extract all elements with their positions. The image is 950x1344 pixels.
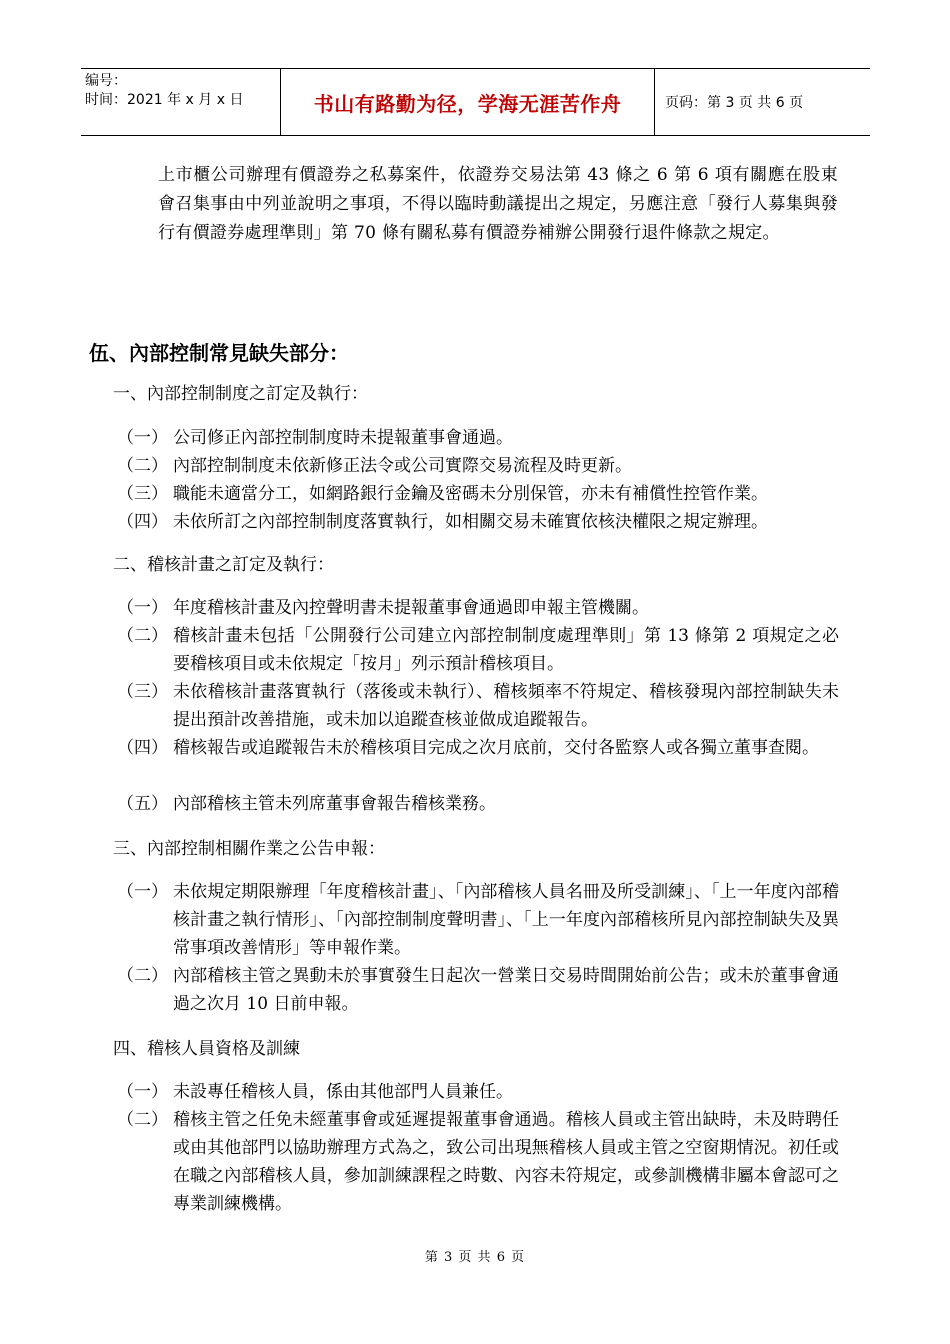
- list-item: [117, 452, 839, 480]
- list-item: [117, 790, 839, 818]
- list-item-text: 未設專任稽核人員，係由其他部門人員兼任。: [173, 1082, 513, 1102]
- list-item-text: 稽核計畫未包括「公開發行公司建立內部控制制度處理準則」第 13 條第 2 項規定之必要稽核項目或未依規定「按月」列示預計稽核項目。: [173, 626, 839, 674]
- list-item-number: （五）: [117, 794, 168, 814]
- list-item: [117, 1078, 839, 1106]
- list-item: [117, 480, 839, 508]
- subsection-title: 一、內部控制制度之訂定及執行：: [113, 384, 368, 404]
- list-item-text: 年度稽核計畫及內控聲明書未提報董事會通過即申報主管機關。: [173, 598, 649, 618]
- subsection-title: 二、稽核計畫之訂定及執行：: [113, 555, 334, 575]
- list-item-text: 內部稽核主管未列席董事會報告稽核業務。: [173, 794, 496, 814]
- list-item-number: （一）: [117, 882, 168, 902]
- list-item: [117, 878, 839, 962]
- intro-paragraph: 上市櫃公司辦理有價證券之私募案件，依證券交易法第 43 條之 6 第 6 項有關應在股東會召集事由中列並說明之事項，不得以臨時動議提出之規定，另應注意「發行人募集與發行有價證券處理準則」第 70 條有關私募有價證券補辦公開發行退件條款之規定。: [158, 165, 838, 243]
- list-item-number: （四）: [117, 512, 168, 532]
- list-item: [117, 962, 839, 1018]
- list-item-number: （一）: [117, 428, 168, 448]
- list-item: [117, 508, 839, 536]
- list-item-number: （四）: [117, 738, 168, 758]
- list-item-text: 稽核主管之任免未經董事會或延遲提報董事會通過。稽核人員或主管出缺時，未及時聘任或由其他部門以協助辦理方式為之，致公司出現無稽核人員或主管之空窗期情況。初任或在職之內部稽核人員，參加訓練課程之時數、內容未符規定，或參訓機構非屬本會認可之專業訓練機構。: [173, 1110, 839, 1214]
- list-item: [117, 622, 839, 678]
- list-item-number: （一）: [117, 598, 168, 618]
- list-item: [117, 1106, 839, 1218]
- list-item-text: 稽核報告或追蹤報告未於稽核項目完成之次月底前，交付各監察人或各獨立董事查閱。: [173, 738, 819, 758]
- list-item: [117, 424, 839, 452]
- subsection-title: 四、稽核人員資格及訓練: [113, 1039, 300, 1059]
- list-item-text: 公司修正內部控制制度時未提報董事會通過。: [173, 428, 513, 448]
- list-item-text: 未依所訂之內部控制制度落實執行，如相關交易未確實依核決權限之規定辦理。: [173, 512, 768, 532]
- page-header: [81, 68, 870, 136]
- header-motto: 书山有路勤为径，学海无涯苦作舟: [281, 69, 655, 135]
- page-footer: 第 3 页 共 6 页: [424, 1250, 526, 1265]
- list-item-text: 未依規定期限辦理「年度稽核計畫」、「內部稽核人員名冊及所受訓練」、「上一年度內部稽核計畫之執行情形」、「內部控制制度聲明書」、「上一年度內部稽核所見內部控制缺失及異常事項改善情形」等申報作業。: [173, 882, 839, 958]
- list-item: [117, 594, 839, 622]
- list-item-number: （二）: [117, 1110, 168, 1130]
- header-number: 编号：: [85, 73, 127, 89]
- list-item-text: 內部控制制度未依新修正法令或公司實際交易流程及時更新。: [173, 456, 632, 476]
- list-item-number: （一）: [117, 1082, 168, 1102]
- subsection-title: 三、內部控制相關作業之公告申報：: [113, 839, 385, 859]
- list-item-number: （二）: [117, 456, 168, 476]
- header-meta: [81, 69, 281, 135]
- list-item-text: 職能未適當分工，如網路銀行金鑰及密碼未分別保管，亦未有補償性控管作業。: [173, 484, 768, 504]
- header-time: 时间：2021 年 x 月 x 日: [85, 92, 244, 108]
- section-title: 伍、內部控制常見缺失部分：: [89, 341, 349, 365]
- list-item-number: （三）: [117, 682, 168, 702]
- list-item-text: 內部稽核主管之異動未於事實發生日起次一營業日交易時間開始前公告；或未於董事會通過之次月 10 日前申報。: [173, 966, 839, 1014]
- list-item-text: 未依稽核計畫落實執行（落後或未執行）、稽核頻率不符規定、稽核發現內部控制缺失未提出預計改善措施，或未加以追蹤查核並做成追蹤報告。: [173, 682, 839, 730]
- list-item-number: （二）: [117, 626, 168, 646]
- header-page-info: 页码：第 3 页 共 6 页: [665, 95, 804, 111]
- list-item: [117, 678, 839, 734]
- list-item: [117, 734, 839, 762]
- list-item-number: （二）: [117, 966, 168, 986]
- list-item-number: （三）: [117, 484, 168, 504]
